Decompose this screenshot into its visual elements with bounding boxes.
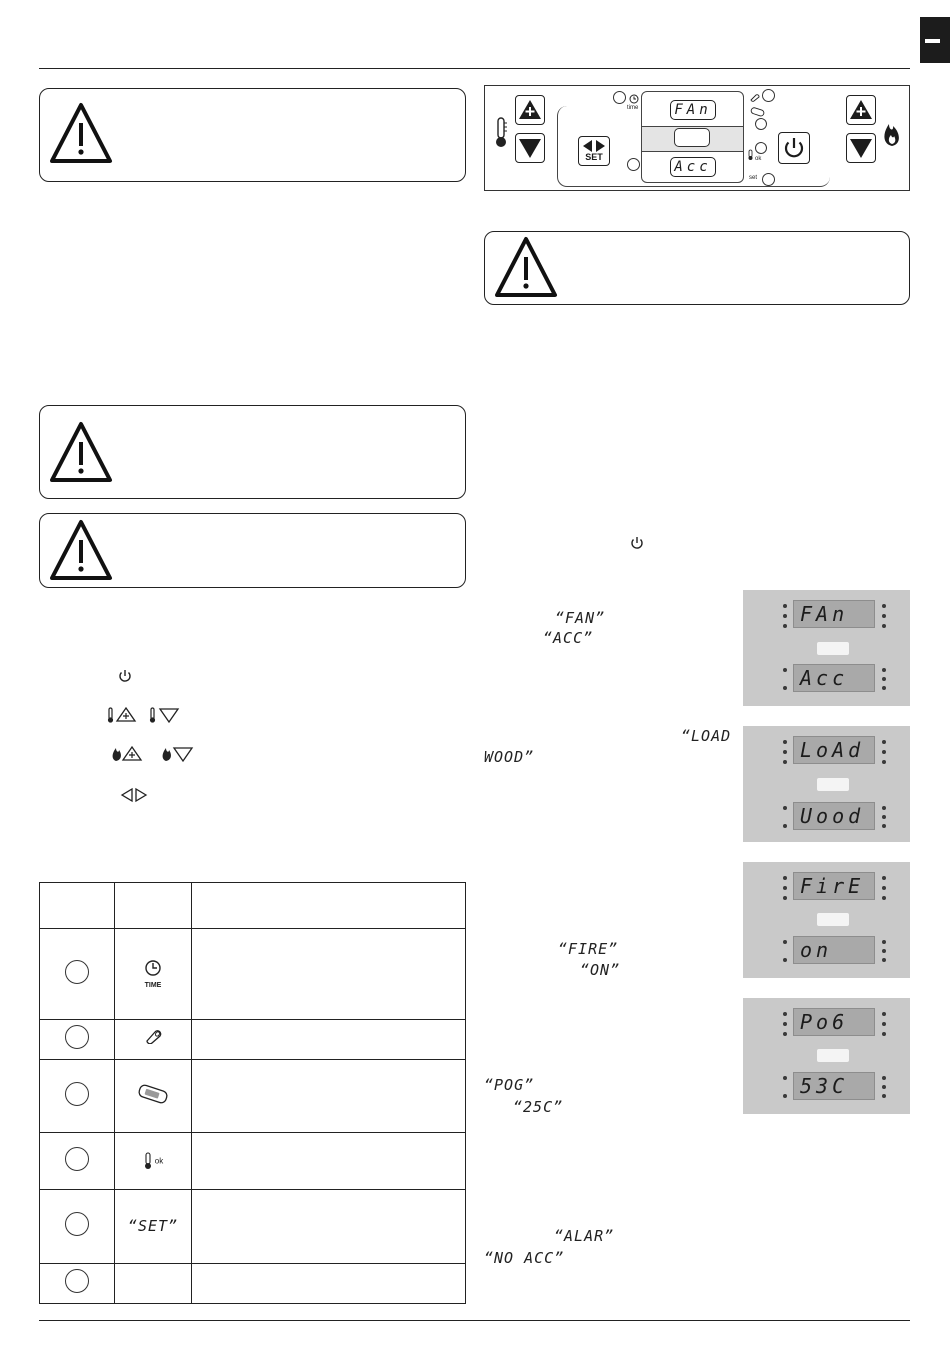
middle-button[interactable]	[674, 128, 710, 147]
led-dot	[783, 760, 787, 764]
led-dot	[783, 876, 787, 880]
led-dot	[882, 1085, 886, 1089]
warning-triangle-icon	[48, 518, 114, 584]
flame-icon	[881, 118, 903, 148]
number-circle	[65, 1147, 89, 1171]
plus-up-icon	[848, 97, 874, 123]
indicator-circle	[762, 89, 775, 102]
header-rule	[39, 68, 910, 69]
led-dot	[783, 806, 787, 810]
table-row	[40, 1190, 466, 1264]
led-dot	[882, 1022, 886, 1026]
led-dot	[783, 604, 787, 608]
led-dot	[783, 1012, 787, 1016]
display-top-text: Po6	[793, 1008, 875, 1036]
quote-25c: “25C”	[513, 1098, 564, 1116]
display-image-1	[743, 590, 910, 706]
down-triangle-icon	[848, 135, 874, 161]
flame-up-button[interactable]	[846, 95, 876, 125]
table-row	[40, 1060, 466, 1133]
led-dot	[882, 740, 886, 744]
control-panel	[484, 85, 910, 191]
warning-box-2	[39, 405, 466, 499]
led-dot	[882, 815, 886, 819]
led-dot	[882, 886, 886, 890]
led-dot	[783, 824, 787, 828]
quote-wood: WOOD”	[484, 748, 535, 766]
temp-down-button[interactable]	[515, 133, 545, 163]
led-dot	[882, 896, 886, 900]
quote-fan: “FAN”	[555, 609, 606, 627]
led-dot	[882, 604, 886, 608]
led-dot	[882, 1012, 886, 1016]
flame-down-button[interactable]	[846, 133, 876, 163]
remote-icon	[750, 107, 766, 117]
led-dot	[783, 668, 787, 672]
led-dot	[882, 624, 886, 628]
display-bottom-text: on	[793, 936, 875, 964]
number-circle	[65, 1212, 89, 1236]
number-circle	[65, 960, 89, 984]
led-dot	[882, 876, 886, 880]
temp-up-button[interactable]	[515, 95, 545, 125]
display-image-3	[743, 862, 910, 978]
led-dot	[882, 949, 886, 953]
number-circle	[65, 1082, 89, 1106]
flame-up-icon	[110, 745, 146, 763]
display-image-4	[743, 998, 910, 1114]
power-icon	[780, 134, 808, 162]
table-row	[40, 1020, 466, 1060]
thermometer-up-icon	[106, 706, 140, 724]
power-icon	[629, 535, 645, 551]
time-label: time	[627, 105, 639, 111]
display-bottom-text: 53C	[793, 1072, 875, 1100]
led-dot	[882, 614, 886, 618]
led-dot	[783, 1076, 787, 1080]
down-triangle-icon	[517, 135, 543, 161]
set-arrows-icon	[580, 139, 608, 153]
quote-load: “LOAD	[681, 727, 732, 745]
thermometer-icon	[143, 1152, 155, 1170]
led-dot	[882, 677, 886, 681]
table-row	[40, 929, 466, 1020]
table-header-row	[40, 883, 466, 929]
legend-table	[39, 882, 466, 1304]
power-icon	[117, 668, 133, 684]
display-middle-button	[817, 778, 849, 791]
thermometer-icon	[493, 116, 511, 150]
warning-triangle-icon	[48, 101, 114, 167]
quote-alar: “ALAR”	[554, 1227, 615, 1245]
led-dot	[783, 886, 787, 890]
display-frame	[641, 91, 744, 183]
led-dot	[882, 760, 886, 764]
display-middle-button	[817, 1049, 849, 1062]
clock-icon	[144, 959, 162, 977]
led-dot	[882, 668, 886, 672]
led-dot	[882, 750, 886, 754]
display-bottom-text: Acc	[793, 664, 875, 692]
table-row	[40, 1264, 466, 1304]
table-row	[40, 1133, 466, 1190]
display-top-text: LoAd	[793, 736, 875, 764]
plus-up-icon	[517, 97, 543, 123]
led-dot	[783, 1094, 787, 1098]
display-bottom-text: Uood	[793, 802, 875, 830]
display-top-text: FAn	[793, 600, 875, 628]
led-dot	[783, 958, 787, 962]
led-dot	[783, 624, 787, 628]
led-dot	[882, 1076, 886, 1080]
led-dot	[783, 896, 787, 900]
quote-on: “ON”	[580, 961, 621, 979]
led-dot	[882, 1094, 886, 1098]
number-circle	[65, 1269, 89, 1293]
flame-down-icon	[160, 745, 196, 763]
set-label: “SET”	[127, 1217, 179, 1235]
set-arrows-icon	[120, 787, 148, 803]
display-top-text: FirE	[793, 872, 875, 900]
warning-triangle-icon	[48, 420, 114, 486]
warning-box-3	[39, 513, 466, 588]
quote-fire: “FIRE”	[558, 940, 619, 958]
display-middle-button	[817, 913, 849, 926]
indicator-circle	[755, 142, 767, 154]
indicator-circle	[613, 91, 626, 104]
language-tab	[920, 17, 950, 63]
warning-box-1	[39, 88, 466, 182]
thermometer-ok-icon	[747, 149, 755, 161]
footer-rule	[39, 1320, 910, 1321]
indicator-circle	[627, 158, 640, 171]
led-dot	[882, 958, 886, 962]
led-dot	[783, 750, 787, 754]
log-icon	[749, 93, 761, 102]
top-display: FAn	[670, 100, 716, 120]
led-dot	[783, 1032, 787, 1036]
led-dot	[882, 1032, 886, 1036]
set-small-label: set	[749, 175, 758, 181]
quote-pog: “POG”	[484, 1076, 535, 1094]
led-dot	[882, 940, 886, 944]
led-dot	[783, 614, 787, 618]
led-dot	[882, 806, 886, 810]
set-button[interactable]	[578, 136, 610, 166]
indicator-circle	[755, 118, 767, 130]
ok-label: ok	[154, 1156, 164, 1166]
power-button[interactable]	[778, 132, 810, 164]
number-circle	[65, 1025, 89, 1049]
ok-label: ok	[755, 156, 762, 162]
warning-triangle-icon	[493, 235, 559, 301]
thermometer-down-icon	[148, 706, 182, 724]
indicator-circle	[762, 173, 775, 186]
bottom-display: Acc	[670, 157, 716, 177]
time-label: TIME	[144, 981, 162, 989]
led-dot	[783, 740, 787, 744]
led-dot	[783, 1022, 787, 1026]
quote-acc: “ACC”	[543, 629, 594, 647]
clock-icon	[629, 94, 639, 104]
set-button-label: SET	[585, 152, 603, 162]
led-dot	[882, 824, 886, 828]
warning-box-4	[484, 231, 910, 305]
log-icon	[143, 1030, 163, 1044]
led-dot	[783, 940, 787, 944]
led-dot	[882, 686, 886, 690]
quote-no-acc: “NO ACC”	[484, 1249, 565, 1267]
remote-icon	[136, 1083, 170, 1105]
display-middle-button	[817, 642, 849, 655]
display-image-2	[743, 726, 910, 842]
led-dot	[783, 686, 787, 690]
